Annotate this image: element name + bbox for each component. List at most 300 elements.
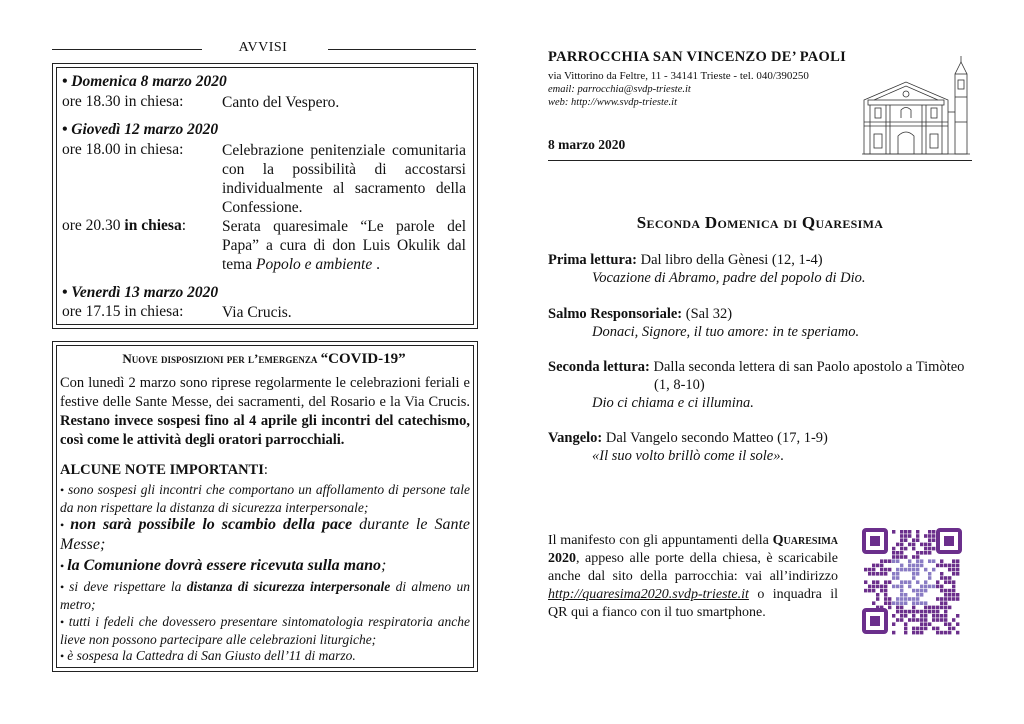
- event-time: ore 17.15 in chiesa:: [62, 303, 184, 320]
- qr-module: [940, 572, 943, 576]
- qr-module: [872, 601, 875, 605]
- qr-module: [932, 606, 935, 610]
- qr-module: [928, 534, 931, 538]
- qr-module: [932, 559, 935, 563]
- qr-module: [900, 564, 903, 568]
- note-item: • sono sospesi gli incontri che comportano un affollamento di persone tale da non rispettare la distanza di sicurezza interpersonale;: [60, 482, 471, 515]
- quaresima-link[interactable]: http://quaresima2020.svdp-trieste.it: [548, 587, 749, 602]
- qr-module: [916, 551, 919, 555]
- qr-module: [928, 622, 931, 626]
- reading-gospel: Vangelo: Dal Vangelo secondo Matteo (17, 1-9) «Il suo volto brillò come il sole».: [548, 430, 828, 464]
- qr-module: [940, 585, 943, 589]
- event-desc: Celebrazione penitenziale comunitaria con la possibilità di accostarsi individualmente al sacramento della Confessione.: [222, 142, 466, 216]
- qr-module: [944, 606, 947, 610]
- qr-module: [900, 547, 903, 551]
- qr-module: [912, 568, 915, 572]
- qr-module: [928, 559, 931, 563]
- event-desc: Via Crucis.: [222, 304, 292, 321]
- qr-module: [940, 631, 943, 635]
- qr-module: [956, 568, 959, 572]
- qr-module: [948, 593, 951, 597]
- qr-module: [876, 593, 879, 597]
- qr-module: [880, 585, 883, 589]
- qr-module: [892, 572, 895, 576]
- qr-module: [944, 589, 947, 593]
- qr-module: [880, 589, 883, 593]
- qr-module: [948, 627, 951, 631]
- qr-module: [912, 538, 915, 542]
- qr-module: [920, 559, 923, 563]
- qr-module: [952, 618, 955, 622]
- qr-module: [896, 568, 899, 572]
- qr-module: [952, 559, 955, 563]
- qr-module: [936, 618, 939, 622]
- qr-module: [912, 627, 915, 631]
- qr-module: [948, 589, 951, 593]
- qr-module: [872, 585, 875, 589]
- qr-module: [932, 585, 935, 589]
- qr-module: [912, 547, 915, 551]
- qr-module: [944, 597, 947, 601]
- qr-module: [868, 589, 871, 593]
- qr-module: [868, 585, 871, 589]
- qr-module: [944, 610, 947, 614]
- qr-module: [932, 627, 935, 631]
- qr-module: [948, 568, 951, 572]
- qr-module: [936, 610, 939, 614]
- qr-module: [872, 572, 875, 576]
- qr-module: [940, 601, 943, 605]
- qr-module: [904, 530, 907, 534]
- qr-module: [912, 631, 915, 635]
- qr-module: [920, 543, 923, 547]
- qr-module: [884, 580, 887, 584]
- qr-module: [900, 534, 903, 538]
- note-item: • non sarà possibile lo scambio della pace durante le Sante Messe;: [60, 516, 470, 553]
- qr-module: [948, 631, 951, 635]
- qr-module: [936, 564, 939, 568]
- qr-module: [940, 589, 943, 593]
- qr-module: [884, 572, 887, 576]
- qr-module: [924, 610, 927, 614]
- qr-module: [932, 534, 935, 538]
- qr-module: [888, 601, 891, 605]
- qr-module: [952, 564, 955, 568]
- qr-module: [956, 593, 959, 597]
- qr-module: [908, 568, 911, 572]
- qr-module: [920, 593, 923, 597]
- note-item: • tutti i fedeli che dovessero presentare sintomatologia respiratoria anche lieve non possono partecipare alle celebrazioni liturgiche;: [60, 614, 470, 647]
- qr-module: [896, 585, 899, 589]
- qr-module: [900, 597, 903, 601]
- qr-module: [948, 606, 951, 610]
- qr-module: [924, 589, 927, 593]
- qr-module: [948, 597, 951, 601]
- qr-module: [904, 534, 907, 538]
- qr-module: [936, 606, 939, 610]
- qr-module: [940, 559, 943, 563]
- qr-module: [944, 618, 947, 622]
- qr-module: [912, 614, 915, 618]
- note-item: • è sospesa la Cattedra di San Giusto dell’11 di marzo.: [60, 648, 356, 663]
- qr-module: [928, 572, 931, 576]
- qr-module: [888, 559, 891, 563]
- qr-module: [880, 572, 883, 576]
- qr-module: [952, 572, 955, 576]
- qr-module: [896, 601, 899, 605]
- event-desc: Canto del Vespero.: [222, 94, 340, 111]
- parish-web[interactable]: web: http://www.svdp-trieste.it: [548, 97, 678, 108]
- qr-module: [880, 559, 883, 563]
- qr-module: [908, 580, 911, 584]
- qr-module: [904, 555, 907, 559]
- qr-module: [900, 589, 903, 593]
- qr-module: [940, 597, 943, 601]
- qr-module: [924, 543, 927, 547]
- qr-module: [896, 576, 899, 580]
- qr-module: [924, 568, 927, 572]
- qr-module: [920, 614, 923, 618]
- qr-module: [904, 610, 907, 614]
- qr-module: [880, 568, 883, 572]
- qr-module: [944, 564, 947, 568]
- qr-module: [912, 606, 915, 610]
- qr-module: [928, 576, 931, 580]
- qr-module: [900, 593, 903, 597]
- event-desc: Serata quaresimale “Le parole del Papa” a cura di don Luis Okulik dal tema Popolo e ambiente .: [222, 218, 466, 273]
- qr-module: [896, 606, 899, 610]
- qr-module: [956, 572, 959, 576]
- event-day-domenica: • Domenica 8 marzo 2020: [62, 73, 227, 90]
- qr-module: [896, 551, 899, 555]
- qr-module: [924, 585, 927, 589]
- qr-module: [896, 572, 899, 576]
- qr-module: [952, 585, 955, 589]
- qr-module: [892, 559, 895, 563]
- qr-module: [904, 568, 907, 572]
- qr-module: [916, 555, 919, 559]
- qr-module: [884, 568, 887, 572]
- qr-module: [900, 606, 903, 610]
- qr-module: [928, 538, 931, 542]
- qr-module: [956, 614, 959, 618]
- qr-module: [920, 601, 923, 605]
- qr-module: [932, 538, 935, 542]
- qr-module: [876, 572, 879, 576]
- manifesto-text: Il manifesto con gli appuntamenti della Quaresima 2020, appeso alle porte della chiesa, è scaricabile anche dal sito della parrocchia: vai all’indirizzo http://quaresima2020.svdp-trieste.it o inquadra il QR qui a fianco con il tuo smartphone.: [548, 533, 838, 620]
- qr-module: [932, 547, 935, 551]
- qr-module: [916, 580, 919, 584]
- qr-module: [864, 589, 867, 593]
- qr-module: [892, 601, 895, 605]
- qr-module: [884, 589, 887, 593]
- qr-module: [896, 555, 899, 559]
- qr-module: [900, 585, 903, 589]
- qr-module: [892, 530, 895, 534]
- qr-module: [912, 564, 915, 568]
- qr-module: [900, 614, 903, 618]
- qr-module: [896, 597, 899, 601]
- qr-module: [920, 589, 923, 593]
- qr-module: [892, 614, 895, 618]
- qr-module: [908, 585, 911, 589]
- qr-module: [892, 555, 895, 559]
- event-time: ore 18.00 in chiesa:: [62, 141, 184, 158]
- qr-module: [928, 606, 931, 610]
- qr-module: [944, 622, 947, 626]
- qr-module: [936, 631, 939, 635]
- qr-module: [928, 530, 931, 534]
- qr-module: [924, 606, 927, 610]
- qr-module: [872, 589, 875, 593]
- qr-module: [912, 597, 915, 601]
- qr-module: [920, 631, 923, 635]
- qr-module: [948, 576, 951, 580]
- qr-module: [924, 551, 927, 555]
- qr-module: [900, 580, 903, 584]
- qr-module: [916, 601, 919, 605]
- event-time: ore 20.30 in chiesa:: [62, 217, 187, 234]
- qr-module: [940, 576, 943, 580]
- qr-module: [920, 618, 923, 622]
- event-day-giovedi: • Giovedì 12 marzo 2020: [62, 121, 219, 138]
- qr-module: [892, 551, 895, 555]
- qr-module: [912, 576, 915, 580]
- reading-second: Seconda lettura: Dalla seconda lettera di san Paolo apostolo a Timòteo (1, 8-10) Dio ci chiama e ci illumina.: [548, 359, 965, 411]
- note-item: • la Comunione dovrà essere ricevuta sulla mano;: [60, 557, 387, 574]
- qr-module: [876, 580, 879, 584]
- qr-module: [948, 622, 951, 626]
- qr-module: [900, 551, 903, 555]
- qr-module: [892, 585, 895, 589]
- qr-module: [932, 618, 935, 622]
- qr-module: [928, 585, 931, 589]
- qr-module: [920, 551, 923, 555]
- qr-module: [900, 538, 903, 542]
- qr-module: [908, 530, 911, 534]
- qr-module: [932, 610, 935, 614]
- qr-module: [888, 568, 891, 572]
- qr-module: [924, 534, 927, 538]
- qr-module: [944, 631, 947, 635]
- qr-module: [900, 568, 903, 572]
- qr-module: [892, 576, 895, 580]
- covid-title: Nuove disposizioni per l’emergenza “COVID-19”: [122, 351, 406, 367]
- qr-module: [916, 589, 919, 593]
- qr-module: [908, 564, 911, 568]
- liturgy-title: Seconda Domenica di Quaresima: [636, 213, 884, 232]
- qr-module: [892, 547, 895, 551]
- qr-module: [916, 559, 919, 563]
- qr-module: [904, 538, 907, 542]
- qr-module: [904, 601, 907, 605]
- qr-module: [916, 597, 919, 601]
- qr-module: [912, 601, 915, 605]
- qr-module: [928, 547, 931, 551]
- qr-module: [920, 622, 923, 626]
- qr-module: [928, 543, 931, 547]
- qr-module: [920, 585, 923, 589]
- qr-module: [868, 572, 871, 576]
- qr-module: [928, 551, 931, 555]
- qr-module: [944, 614, 947, 618]
- qr-module: [912, 572, 915, 576]
- qr-module: [892, 622, 895, 626]
- qr-module: [952, 597, 955, 601]
- parish-name: PARROCCHIA SAN VINCENZO DE’ PAOLI: [548, 49, 847, 65]
- qr-module: [900, 610, 903, 614]
- qr-module: [916, 564, 919, 568]
- qr-module: [884, 593, 887, 597]
- qr-module: [916, 631, 919, 635]
- qr-module: [864, 568, 867, 572]
- qr-module: [932, 568, 935, 572]
- qr-module: [952, 627, 955, 631]
- header-divider: [548, 160, 972, 161]
- qr-module: [900, 530, 903, 534]
- qr-module: [944, 580, 947, 584]
- qr-module: [956, 597, 959, 601]
- qr-module: [956, 564, 959, 568]
- event-day-venerdi: • Venerdì 13 marzo 2020: [62, 284, 219, 301]
- qr-module: [908, 610, 911, 614]
- qr-module: [908, 559, 911, 563]
- qr-module: [884, 559, 887, 563]
- qr-module: [912, 618, 915, 622]
- qr-module: [924, 614, 927, 618]
- qr-module: [912, 555, 915, 559]
- qr-module: [956, 559, 959, 563]
- qr-module: [940, 614, 943, 618]
- parish-address: via Vittorino da Feltre, 11 - 34141 Trieste - tel. 040/390250: [548, 70, 809, 82]
- qr-module: [944, 601, 947, 605]
- qr-module: [924, 580, 927, 584]
- qr-module: [880, 564, 883, 568]
- qr-module: [916, 530, 919, 534]
- qr-module: [872, 564, 875, 568]
- qr-module: [896, 610, 899, 614]
- qr-module: [924, 622, 927, 626]
- qr-module: [936, 580, 939, 584]
- qr-module: [936, 627, 939, 631]
- qr-module: [904, 627, 907, 631]
- qr-module: [884, 601, 887, 605]
- qr-module: [868, 568, 871, 572]
- qr-module: [872, 568, 875, 572]
- qr-module: [884, 585, 887, 589]
- note-item: • si deve rispettare la distanza di sicurezza interpersonale di almeno un metro;: [60, 579, 471, 612]
- qr-module: [944, 576, 947, 580]
- qr-module: [876, 564, 879, 568]
- qr-module: [900, 601, 903, 605]
- qr-module: [892, 631, 895, 635]
- qr-module: [912, 543, 915, 547]
- qr-module: [924, 547, 927, 551]
- qr-module: [928, 610, 931, 614]
- qr-module: [916, 627, 919, 631]
- qr-module: [952, 589, 955, 593]
- qr-module: [956, 631, 959, 635]
- qr-module: [936, 614, 939, 618]
- covid-paragraph: Con lunedì 2 marzo sono riprese regolarmente le celebrazioni feriali e festive delle Sante Messe, dei sacramenti, del Rosario e la Via Crucis. Restano invece sospesi fino al 4 aprile gli incontri del catechismo, così come le attività degli oratori parrocchiali.: [60, 375, 470, 448]
- qr-module: [916, 610, 919, 614]
- qr-module: [948, 564, 951, 568]
- qr-module: [952, 568, 955, 572]
- qr-module: [876, 597, 879, 601]
- qr-module: [924, 627, 927, 631]
- qr-module: [916, 618, 919, 622]
- parish-email[interactable]: email: parrocchia@svdp-trieste.it: [548, 84, 691, 95]
- qr-module: [864, 580, 867, 584]
- avvisi-rule-left: [52, 49, 202, 50]
- notes-heading: ALCUNE NOTE IMPORTANTI:: [60, 462, 268, 478]
- qr-module: [920, 564, 923, 568]
- qr-module: [904, 631, 907, 635]
- event-time: ore 18.30 in chiesa:: [62, 93, 184, 110]
- reading-first: Prima lettura: Dal libro della Gènesi (12, 1-4) Vocazione di Abramo, padre del popolo di Dio.: [548, 252, 866, 286]
- avvisi-title: AVVISI: [238, 40, 288, 55]
- qr-module: [916, 572, 919, 576]
- qr-module: [896, 543, 899, 547]
- qr-code[interactable]: [860, 526, 964, 636]
- qr-module: [932, 530, 935, 534]
- qr-module: [904, 580, 907, 584]
- qr-module: [872, 580, 875, 584]
- qr-module: [904, 622, 907, 626]
- qr-module: [940, 564, 943, 568]
- church-illustration: [860, 52, 972, 156]
- qr-module: [920, 610, 923, 614]
- qr-module: [876, 585, 879, 589]
- qr-module: [904, 614, 907, 618]
- qr-module: [900, 543, 903, 547]
- qr-module: [904, 597, 907, 601]
- qr-module: [904, 593, 907, 597]
- qr-module: [956, 622, 959, 626]
- qr-module: [948, 580, 951, 584]
- qr-module: [952, 593, 955, 597]
- reading-psalm: Salmo Responsoriale: (Sal 32) Donaci, Signore, il tuo amore: in te speriamo.: [548, 306, 860, 340]
- qr-module: [916, 538, 919, 542]
- qr-module: [900, 555, 903, 559]
- qr-module: [888, 580, 891, 584]
- qr-module: [944, 593, 947, 597]
- qr-module: [932, 614, 935, 618]
- qr-module: [924, 601, 927, 605]
- qr-module: [888, 606, 891, 610]
- qr-module: [936, 585, 939, 589]
- qr-module: [912, 589, 915, 593]
- qr-module: [952, 580, 955, 584]
- qr-module: [916, 568, 919, 572]
- qr-module: [908, 543, 911, 547]
- qr-module: [940, 618, 943, 622]
- qr-module: [936, 597, 939, 601]
- qr-module: [908, 618, 911, 622]
- qr-module: [920, 627, 923, 631]
- qr-module: [884, 597, 887, 601]
- qr-module: [940, 606, 943, 610]
- qr-module: [896, 618, 899, 622]
- avvisi-rule-right: [328, 49, 476, 50]
- qr-module: [916, 534, 919, 538]
- bulletin-date: 8 marzo 2020: [548, 137, 626, 152]
- qr-module: [888, 597, 891, 601]
- qr-module: [908, 534, 911, 538]
- qr-module: [912, 610, 915, 614]
- qr-module: [896, 559, 899, 563]
- qr-module: [916, 593, 919, 597]
